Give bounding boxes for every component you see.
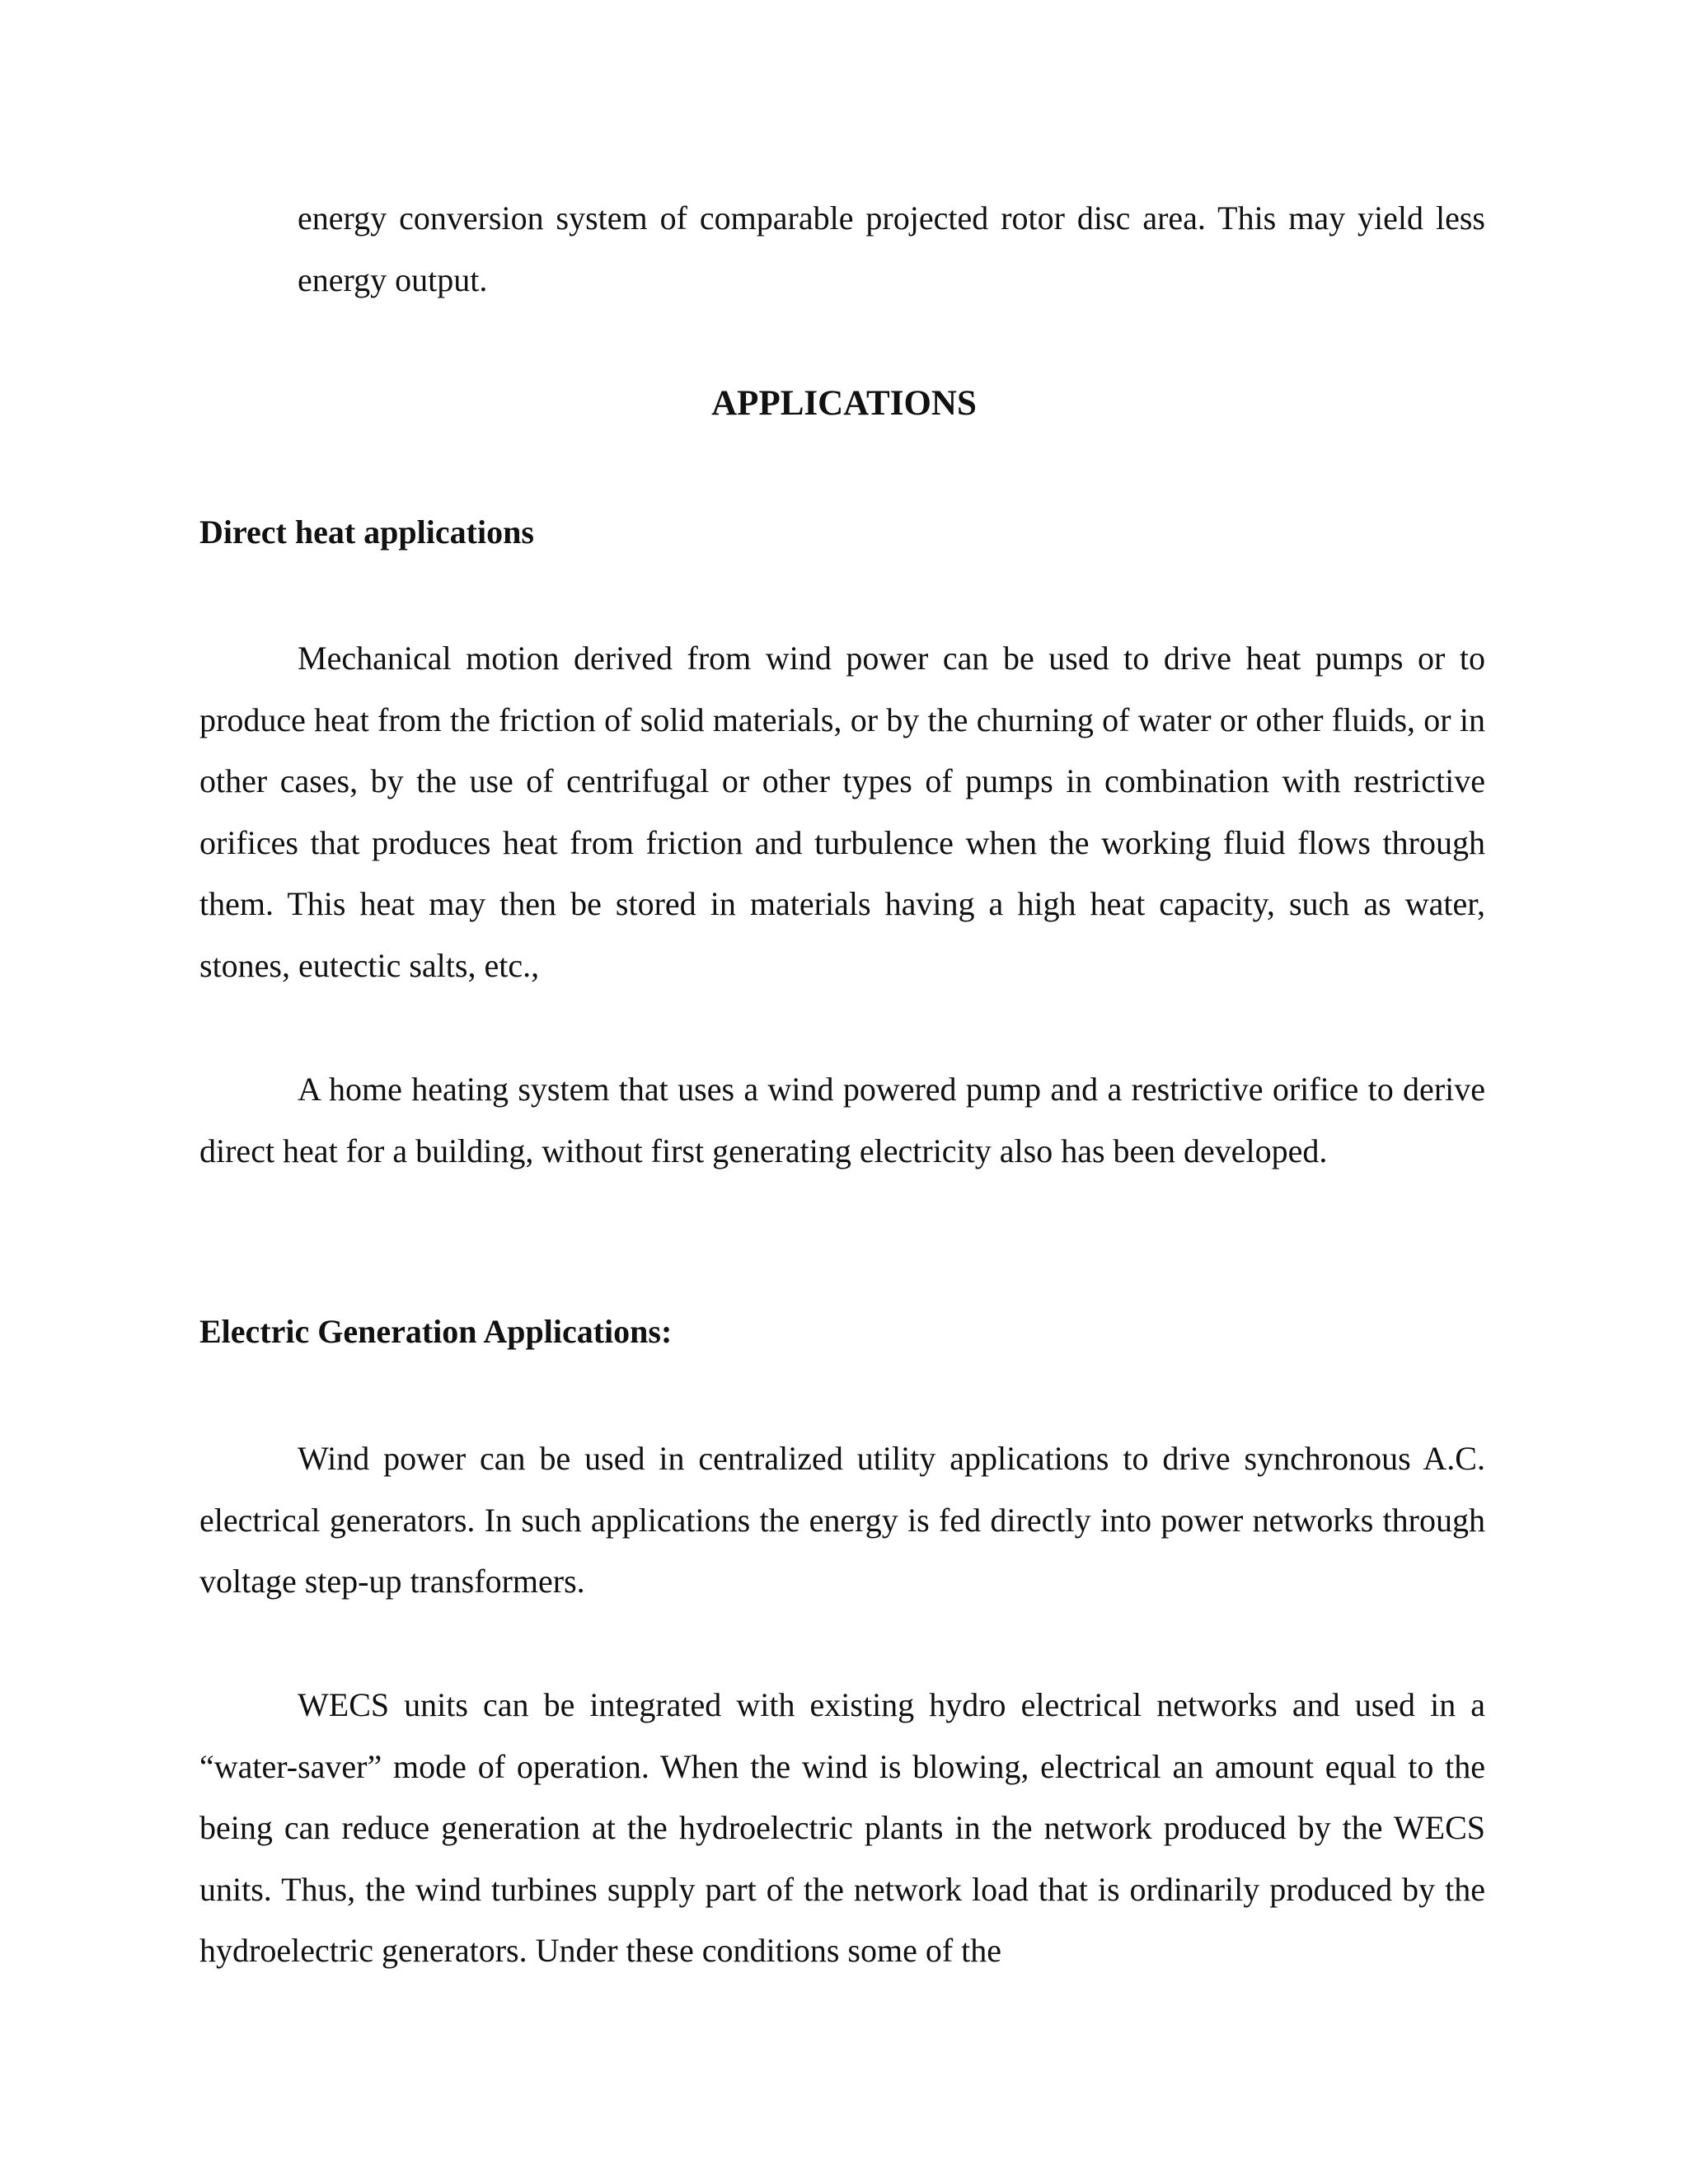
continuation-paragraph: energy conversion system of comparable projected rotor disc area. This may yield less energy output. (298, 199, 1485, 298)
direct-heat-paragraph-1: Mechanical motion derived from wind power can be used to drive heat pumps or to produce heat from the friction of solid materials, or by the churning of water or other fluids, or in other cases, by the use of centrifugal or other types of pumps in combination with restrictive orifices that produces heat from friction and turbulence when the working fluid flows through them. This heat may then be stored in materials having a high heat capacity, such as water, stones, eutectic salts, etc., (199, 640, 1485, 984)
electric-generation-paragraph-2: WECS units can be integrated with existing hydro electrical networks and used in a “water-saver” mode of operation. When the wind is blowing, electrical an amount equal to the being can reduce generation at the hydroelectric plants in the network produced by the WECS units. Thus, the wind turbines supply part of the network load that is ordinarily produced by the hydroelectric generators. Under these conditions some of the (199, 1686, 1485, 1969)
section-title: APPLICATIONS (711, 384, 977, 423)
direct-heat-heading: Direct heat applications (199, 513, 534, 551)
direct-heat-paragraph-2: A home heating system that uses a wind powered pump and a restrictive orifice to derive direct heat for a building, without first generating electricity also has been developed. (199, 1071, 1485, 1169)
electric-generation-heading: Electric Generation Applications: (199, 1313, 673, 1350)
electric-generation-paragraph-1: Wind power can be used in centralized utility applications to drive synchronous A.C. electrical generators. In such applications the energy is fed directly into power networks through voltage step-up transformers. (199, 1440, 1485, 1600)
